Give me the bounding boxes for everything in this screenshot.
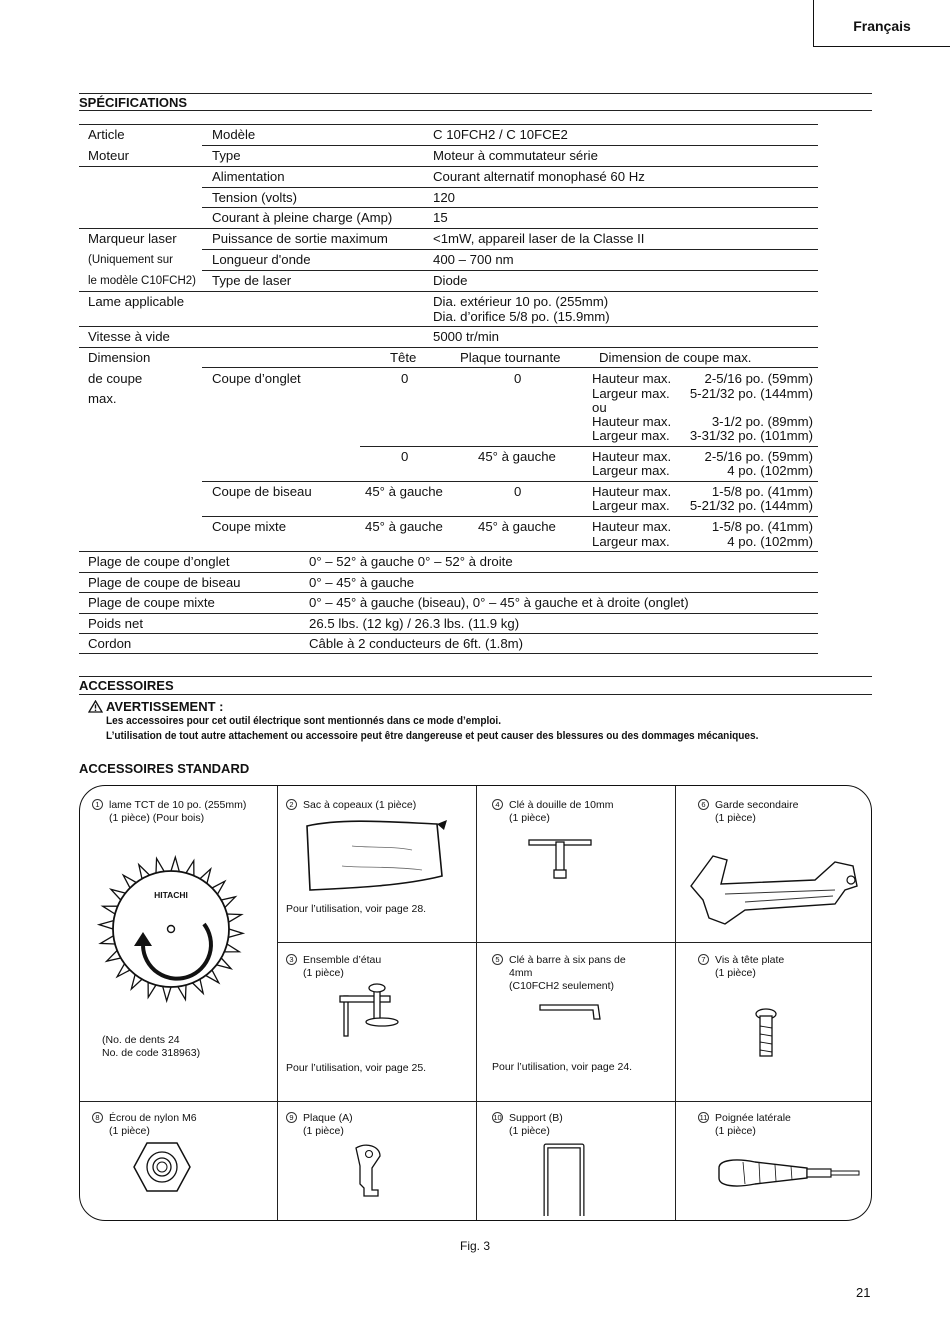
section-bottom-rule	[79, 694, 872, 695]
spec-value: 45° à gauche	[365, 484, 443, 499]
specs-title: SPÉCIFICATIONS	[79, 95, 188, 110]
dim-value: 2-5/16 po. (59mm)	[704, 371, 813, 386]
dim-label: Largeur max.	[592, 463, 670, 478]
dim-value: 1-5/8 po. (41mm)	[711, 484, 813, 499]
spec-label: Modèle	[212, 127, 256, 142]
spec-label: Coupe d’onglet	[212, 371, 301, 386]
spec-value: Dia. extérieur 10 po. (255mm)	[433, 294, 609, 309]
plate-a-icon	[350, 1142, 386, 1198]
blade-tooth	[228, 929, 242, 937]
spec-value: 15	[433, 210, 448, 225]
warning-line: Les accessoires pour cet outil électrique sont mentionnés dans ce mode d’emploi.	[106, 715, 502, 727]
vise-assembly-icon	[330, 982, 410, 1042]
spec-value: 0	[514, 371, 522, 386]
accessories-grid	[79, 785, 872, 1221]
dim-label: Largeur max.	[592, 428, 670, 443]
saw-blade-icon	[96, 854, 246, 1004]
spec-value: 0	[401, 449, 409, 464]
accessory-item-vise: 3 Ensemble d’étau (1 pièce)	[286, 954, 381, 980]
spec-label: Tension (volts)	[212, 190, 298, 205]
dim-value: 4 po. (102mm)	[727, 463, 813, 478]
section-bottom-rule	[79, 110, 872, 111]
dim-label: Largeur max.	[592, 534, 670, 549]
spec-label: Alimentation	[212, 169, 285, 184]
spec-label: Longueur d'onde	[212, 252, 311, 267]
spec-label: Type	[212, 148, 241, 163]
spec-note: (Uniquement sur	[88, 254, 174, 266]
spec-value: 0° – 52° à gauche 0° – 52° à droite	[309, 554, 513, 569]
blade-tooth	[99, 921, 113, 929]
dim-value: 5-21/32 po. (144mm)	[689, 386, 813, 401]
spec-value: 26.5 lbs. (12 kg) / 26.3 lbs. (11.9 kg)	[309, 616, 520, 631]
accessory-item-flat-screw: 7 Vis à tête plate (1 pièce)	[698, 954, 784, 980]
accessory-item-support-b: 10 Support (B) (1 pièce)	[493, 1112, 563, 1137]
spec-value: 45° à gauche	[365, 519, 443, 534]
dim-value: 3-31/32 po. (101mm)	[689, 428, 813, 443]
dim-label: Largeur max.	[592, 498, 670, 513]
spec-value: 45° à gauche	[478, 449, 556, 464]
warning-line: L’utilisation de tout autre attachement ou accessoire peut être dangereuse et peut causer des blessures ou des dommages mécaniques.	[106, 730, 759, 742]
accessories-title: ACCESSOIRES	[79, 678, 174, 693]
accessory-item-blade: 1 lame TCT de 10 po. (255mm) (1 pièce) (Pour bois)	[92, 799, 246, 825]
dim-value: 4 po. (102mm)	[727, 534, 813, 549]
dust-bag-icon	[302, 816, 452, 896]
spec-label: de coupe	[88, 371, 143, 386]
dim-value: 5-21/32 po. (144mm)	[689, 498, 813, 513]
standard-accessories-title: ACCESSOIRES STANDARD	[79, 761, 250, 776]
dim-label: Hauteur max.	[592, 414, 672, 429]
spec-value: 0° – 45° à gauche (biseau), 0° – 45° à gauche et à droite (onglet)	[309, 595, 689, 610]
spec-value: 0° – 45° à gauche	[309, 575, 415, 590]
dim-label: Hauteur max.	[592, 449, 672, 464]
spec-label: Type de laser	[212, 273, 292, 288]
spec-label: Puissance de sortie maximum	[212, 231, 388, 246]
spec-value: Dia. d’orifice 5/8 po. (15.9mm)	[433, 309, 610, 324]
accessory-item-sub-fence: 6 Garde secondaire (1 pièce)	[698, 799, 798, 825]
accessory-note: (No. de dents 24 No. de code 318963)	[102, 1034, 201, 1059]
spec-value: Moteur à commutateur série	[433, 148, 598, 163]
language-tab: Français	[813, 0, 950, 47]
spec-label: Cordon	[88, 636, 132, 651]
spec-label: Poids net	[88, 616, 143, 631]
spec-label: Moteur	[88, 148, 130, 163]
accessory-note: Pour l’utilisation, voir page 28.	[286, 903, 427, 915]
spec-label: Plage de coupe de biseau	[88, 575, 241, 590]
accessory-item-side-handle: 11 Poignée latérale (1 pièce)	[699, 1112, 791, 1137]
spec-label: Lame applicable	[88, 294, 185, 309]
dim-label: ou	[592, 400, 607, 415]
warning-triangle-icon	[88, 700, 103, 713]
dim-value: 3-1/2 po. (89mm)	[711, 414, 813, 429]
blade-tooth	[163, 986, 171, 1000]
accessory-item-socket-wrench: 4 Clé à douille de 10mm (1 pièce)	[492, 799, 613, 825]
nylon-nut-icon	[132, 1139, 192, 1195]
hex-key-icon	[536, 1001, 606, 1025]
dim-label: Hauteur max.	[592, 484, 672, 499]
dim-label: Largeur max.	[592, 386, 670, 401]
spec-value: 400 – 700 nm	[433, 252, 514, 267]
column-head: Tête	[390, 350, 417, 365]
spec-note: le modèle C10FCH2)	[88, 275, 197, 287]
figure-label: Fig. 3	[459, 1239, 490, 1253]
blade-tooth	[171, 857, 179, 871]
section-top-rule	[79, 676, 872, 677]
spec-label: max.	[88, 391, 117, 406]
spec-label: Coupe de biseau	[212, 484, 312, 499]
flat-head-screw-icon	[754, 1008, 778, 1060]
spec-label: Marqueur laser	[88, 231, 177, 246]
spec-label: Plage de coupe d’onglet	[88, 554, 230, 569]
dim-value: 1-5/8 po. (41mm)	[711, 519, 813, 534]
spec-label: Coupe mixte	[212, 519, 287, 534]
accessory-item-nylon-nut: 8 Écrou de nylon M6 (1 pièce)	[92, 1112, 197, 1138]
socket-wrench-icon	[526, 834, 596, 884]
spec-value: 45° à gauche	[478, 519, 556, 534]
spec-label: Dimension	[88, 350, 151, 365]
dim-label: Hauteur max.	[592, 519, 672, 534]
column-dim: Dimension de coupe max.	[599, 350, 752, 365]
accessory-item-plate-a: 9 Plaque (A) (1 pièce)	[286, 1112, 353, 1138]
spec-label: Courant à pleine charge (Amp)	[212, 210, 393, 225]
spec-label: Article	[88, 127, 125, 142]
page-number: 21	[856, 1285, 871, 1300]
warning-title: AVERTISSEMENT :	[106, 699, 224, 714]
sub-fence-icon	[685, 844, 865, 932]
spec-value: 5000 tr/min	[433, 329, 499, 344]
side-handle-icon	[715, 1154, 865, 1194]
dim-label: Hauteur max.	[592, 371, 672, 386]
accessory-note: Pour l’utilisation, voir page 24.	[492, 1061, 633, 1073]
dim-value: 2-5/16 po. (59mm)	[704, 449, 813, 464]
spec-label: Plage de coupe mixte	[88, 595, 215, 610]
spec-value: Câble à 2 conducteurs de 6ft. (1.8m)	[309, 636, 524, 651]
svg-text:HITACHI: HITACHI	[154, 890, 188, 900]
accessory-item-dust-bag: 2 Sac à copeaux (1 pièce)	[286, 799, 416, 812]
spec-value: Diode	[433, 273, 468, 288]
spec-value: 120	[433, 190, 456, 205]
spec-value: 0	[401, 371, 409, 386]
spec-value: Courant alternatif monophasé 60 Hz	[433, 169, 645, 184]
spec-value: C 10FCH2 / C 10FCE2	[433, 127, 568, 142]
accessory-item-hex-key: 5 Clé à barre à six pans de 4mm (C10FCH2 seulement)	[492, 954, 626, 993]
column-table: Plaque tournante	[460, 350, 561, 365]
support-b-icon	[540, 1142, 590, 1218]
section-top-rule	[79, 93, 872, 94]
accessory-note: Pour l’utilisation, voir page 25.	[286, 1062, 427, 1074]
spec-value: <1mW, appareil laser de la Classe II	[433, 231, 645, 246]
spec-label: Vitesse à vide	[88, 329, 170, 344]
spec-value: 0	[514, 484, 522, 499]
